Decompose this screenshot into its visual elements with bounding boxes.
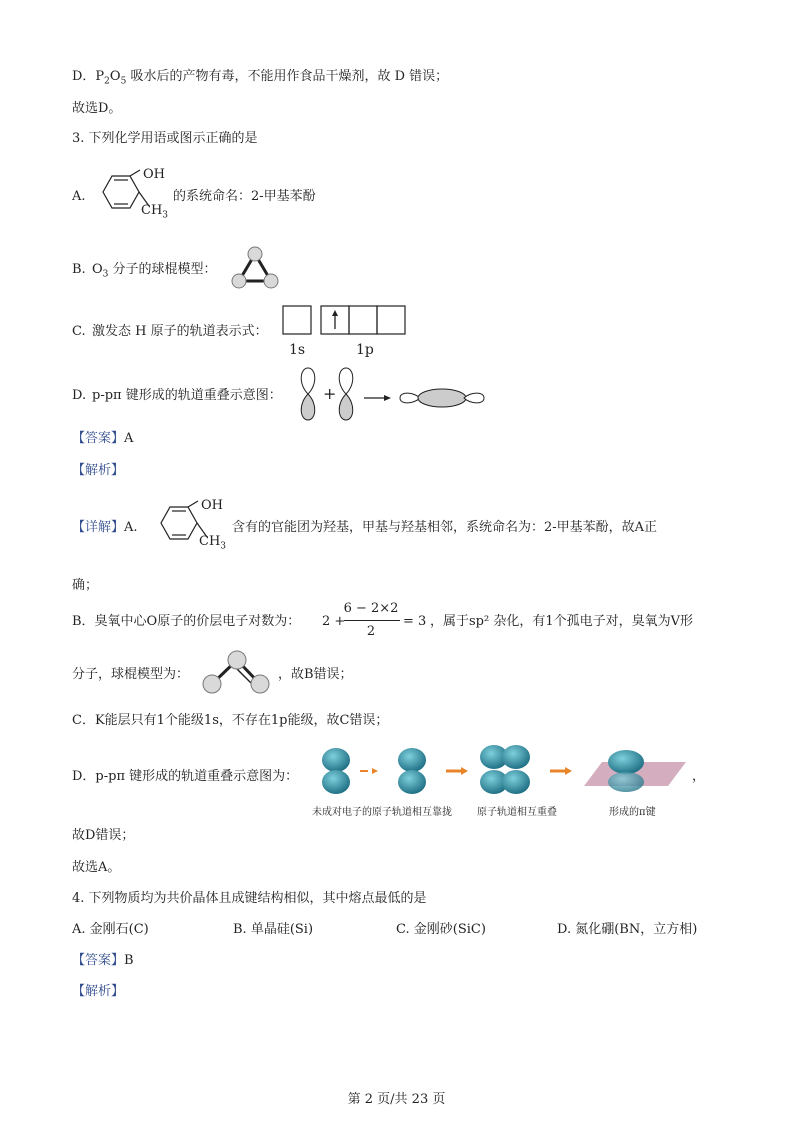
label-1s: 1s [289,342,306,358]
detail-tag: 【详解】A. [72,520,138,535]
analysis-tag-q3: 【解析】 [72,463,125,478]
detail-a-cont: 确； [72,578,99,593]
detail-d-text: D．p-pπ 键形成的轨道重叠示意图为： [72,769,299,784]
detail-b-rest: ，属于sp² 杂化，有1个孤电子对，臭氧为V形 [430,614,693,629]
conclusion-prev: 故选D。 [72,101,122,116]
option-a-text: 的系统命名：2-甲基苯酚 [173,189,316,204]
option-b-text: $O_3$ 分子的球棍模型： [92,262,217,280]
option-a-label: A. [72,189,86,204]
detail-a-text: 含有的官能团为羟基，甲基与羟基相邻，系统命名为：2-甲基苯酚，故A正 [232,520,658,535]
option-c-text: 激发态 H 原子的轨道表示式： [92,324,268,339]
q3-final: 故选A。 [72,860,121,875]
oh-label-detail: OH [201,498,223,513]
option-d-label: D. [72,388,87,403]
q4-option-a: A. 金刚石(C) [72,922,149,937]
caption-overlap: 原子轨道相互重叠 [477,807,557,818]
o3-bent-model [200,650,274,696]
frac-bar [344,620,400,621]
detail-d-conclusion: 故D错误； [72,828,135,843]
pi-bond-3d-diagram [316,742,696,802]
answer-tag-q3: 【答案】A [72,431,134,446]
q4-option-c: C. 金刚砂(SiC) [396,922,486,937]
detail-d-comma: ， [692,769,706,784]
option-d-text: p-pπ 键形成的轨道重叠示意图： [92,388,282,403]
question-4-stem: 4. 下列物质均为共价晶体且成键结构相似，其中熔点最低的是 [72,891,427,906]
caption-approach: 未成对电子的原子轨道相互靠拢 [312,807,452,818]
svg-text:+: + [323,384,337,403]
o3-ring-model [228,244,280,292]
analysis-tag-q4: 【解析】 [72,984,125,999]
detail-b-text: B．臭氧中心O原子的价层电子对数为： [72,614,301,629]
oh-label: OH [143,167,165,182]
q4-option-d: D. 氮化硼(BN，立方相) [557,922,698,937]
ch3-label-detail: $CH_3$ [199,534,227,552]
detail-b-line2: 分子，球棍模型为： [72,667,190,682]
option-b-label: B. [72,262,86,277]
page-footer: 第 2 页/共 23 页 [347,1092,446,1107]
answer-tag-q4: 【答案】B [72,953,134,968]
detail-c-text: C．K能层只有1个能级1s，不存在1p能级，故C错误； [72,713,389,728]
frac-numerator: 6 − 2×2 [343,601,399,616]
caption-pi-bond: 形成的π键 [609,807,656,818]
expr-result: = 3 [403,614,427,629]
q4-option-b: B. 单晶硅(Si) [233,922,314,937]
ch3-label: $CH_3$ [141,203,169,221]
orbital-boxes [282,305,412,337]
frac-denominator: 2 [366,624,376,639]
label-1p: 1p [356,342,374,358]
question-3-stem: 3. 下列化学用语或图示正确的是 [72,131,258,146]
detail-b-line2-end: ，故B错误； [278,667,353,682]
option-d-explanation: D．$P_2O_5$ 吸水后的产物有毒，不能用作食品干燥剂，故 D 错误； [72,69,449,87]
p-orbital-diagram [296,366,486,422]
expr-lead: 2 + [322,614,346,629]
option-c-label: C. [72,324,86,339]
